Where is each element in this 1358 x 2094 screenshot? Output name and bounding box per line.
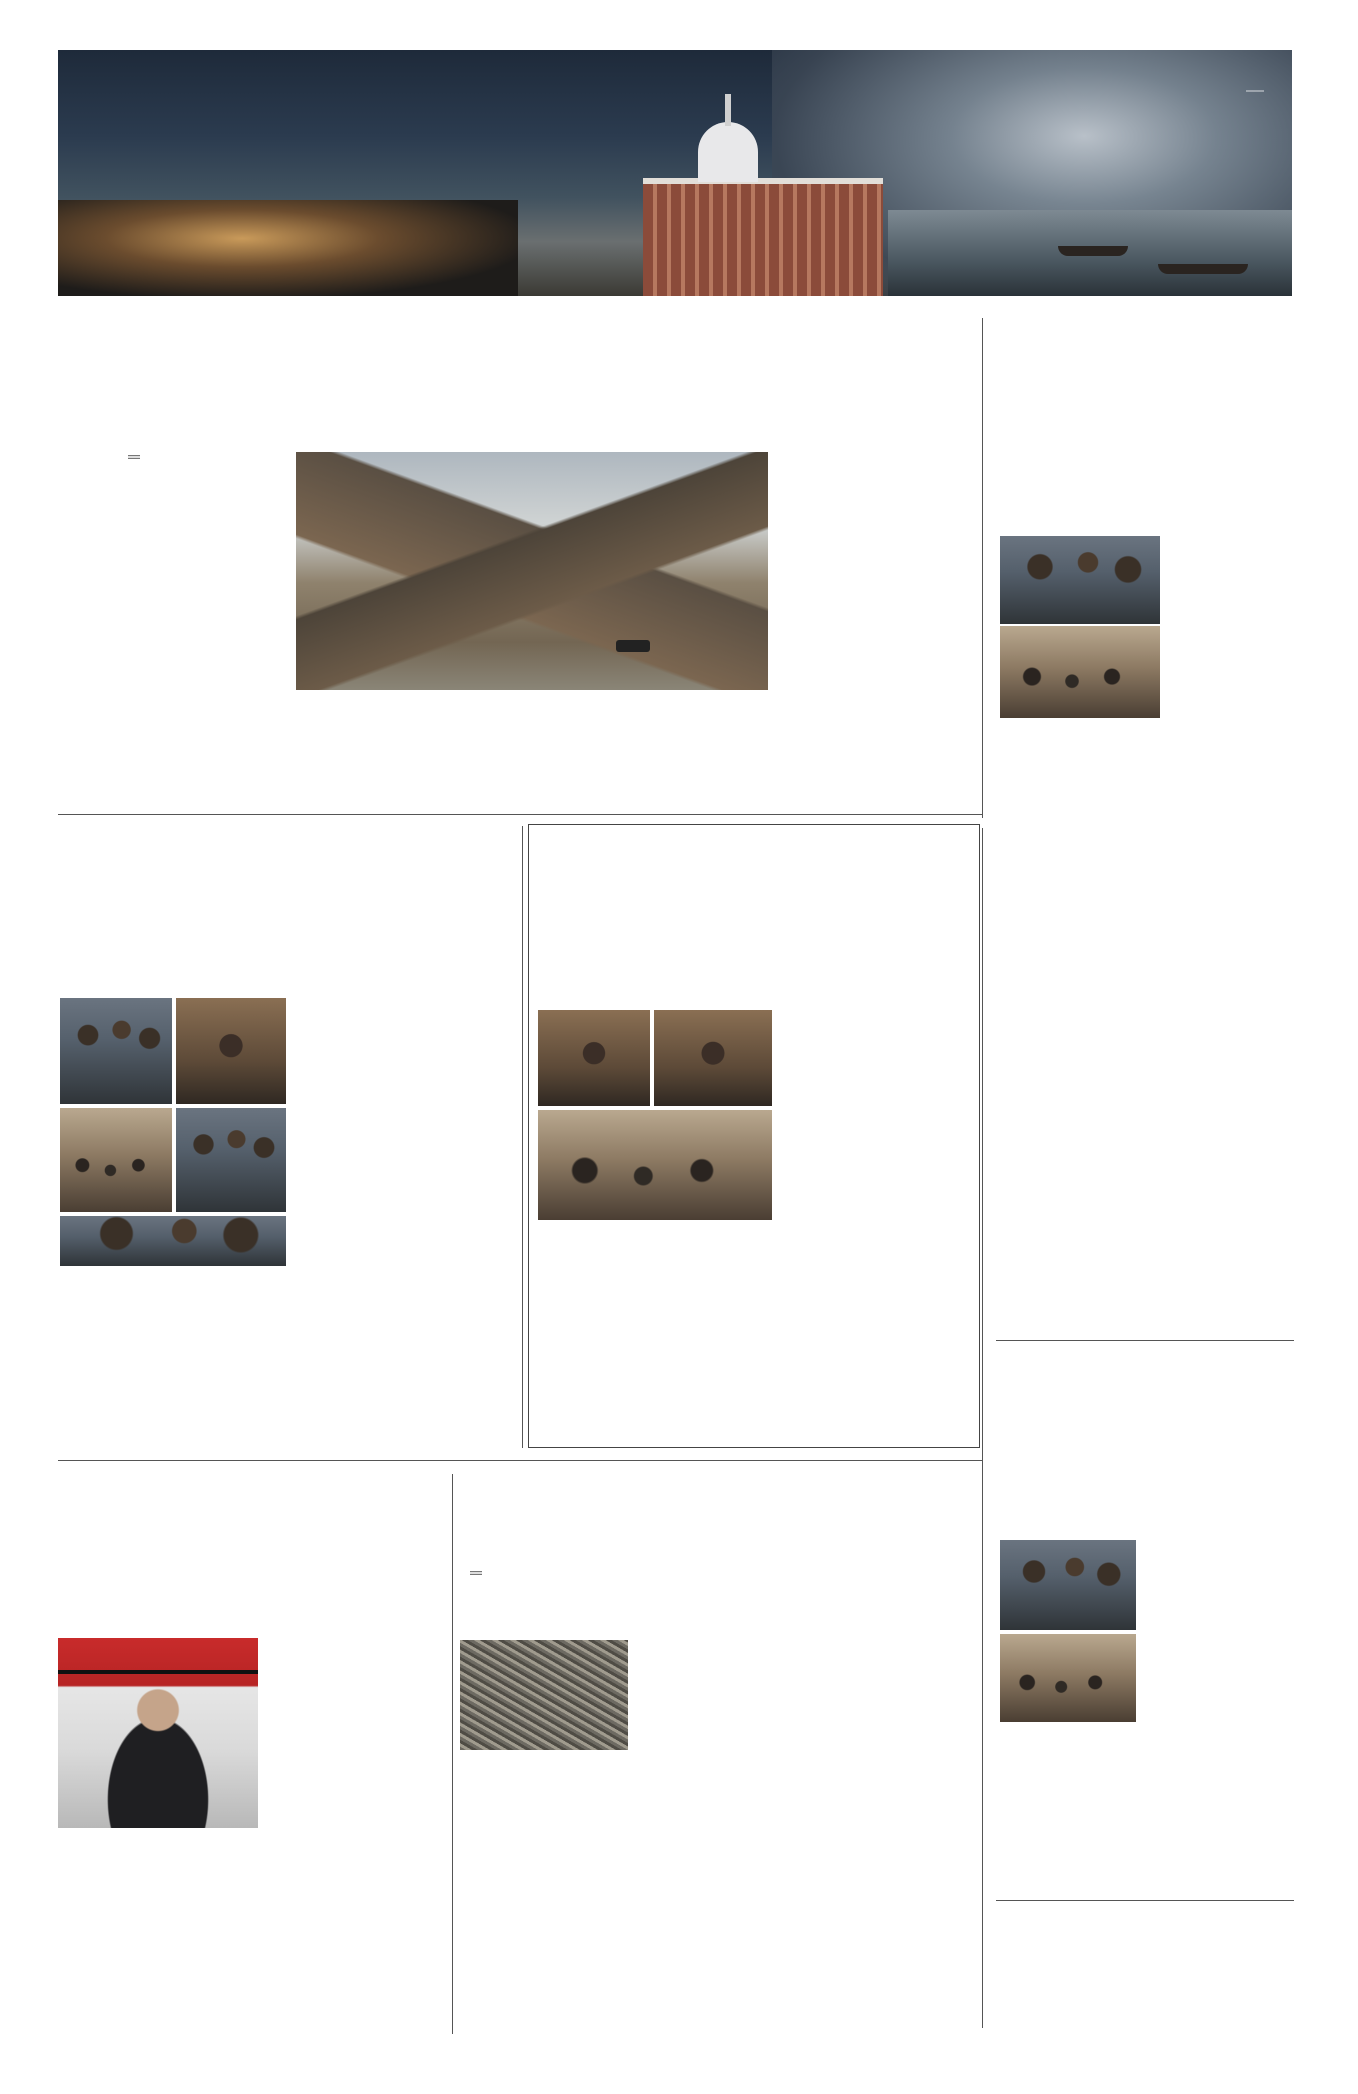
republic-photo-2: [1000, 626, 1160, 718]
banner-shrine-spire: [725, 94, 731, 126]
contractors-body: [1012, 1722, 1294, 1896]
column-divider: [982, 828, 983, 2028]
republic-body: [1012, 722, 1294, 1340]
lead-photo-valley: [296, 452, 768, 690]
kupwara-photo-fish: [460, 1640, 628, 1750]
lead-byline: [128, 444, 140, 463]
rdd-column-2: [298, 932, 520, 1450]
hashmat-column-1: [536, 1274, 744, 1442]
contractors-intro: [1012, 1470, 1294, 1534]
rdd-intro: [58, 934, 286, 994]
republic-intro: [1012, 452, 1294, 532]
hashmat-photo-1: [538, 1010, 650, 1106]
rdd-photo-2: [176, 998, 286, 1104]
rdd-photo-3: [60, 1108, 172, 1212]
kupwara-column-3: [812, 1580, 978, 2032]
column-divider: [522, 826, 523, 1448]
masthead-banner: [58, 50, 1292, 296]
photo-party-tag: [58, 1670, 258, 1674]
usman-photo: [58, 1638, 258, 1828]
lead-column-2: [296, 698, 522, 808]
contractors-photo-2: [1000, 1634, 1136, 1722]
usman-intro: [58, 1582, 258, 1632]
kupwara-byline: [470, 1560, 482, 1579]
republic-photo-1: [1000, 536, 1160, 624]
section-divider: [996, 1340, 1294, 1341]
lead-column-4: [776, 440, 964, 808]
banner-shrine-dome: [698, 122, 758, 182]
boat-icon: [1158, 264, 1248, 274]
rdd-photo-4: [176, 1108, 286, 1212]
section-divider: [58, 1460, 982, 1461]
hashmat-intro: [536, 958, 744, 1006]
column-divider: [452, 1474, 453, 2034]
usman-column-2: [268, 1580, 446, 2032]
contractors-photo-1: [1000, 1540, 1136, 1630]
rdd-column-1: [58, 1272, 290, 1450]
lead-column-3: [528, 698, 768, 808]
rdd-photo-5: [60, 1216, 286, 1266]
banner-city-lights: [58, 200, 518, 296]
contractors-beside-photo: [1142, 1540, 1294, 1722]
rdd-photo-1: [60, 998, 172, 1104]
lead-column-1: [58, 470, 288, 805]
vehicle-icon: [616, 640, 650, 652]
usman-column-1: [58, 1832, 258, 2032]
banner-shrine: [643, 178, 883, 296]
hashmat-photo-3: [538, 1110, 772, 1220]
kupwara-column-1: [460, 1754, 628, 2032]
page-number: [1246, 90, 1264, 92]
column-divider: [982, 318, 983, 818]
boat-icon: [1058, 246, 1128, 256]
hashmat-column-2: [754, 958, 972, 1442]
republic-beside-photo: [1166, 536, 1294, 718]
kupwara-intro: [460, 1582, 628, 1636]
section-divider: [58, 814, 982, 815]
section-divider: [996, 1900, 1294, 1901]
kupwara-column-2: [640, 1580, 802, 2032]
